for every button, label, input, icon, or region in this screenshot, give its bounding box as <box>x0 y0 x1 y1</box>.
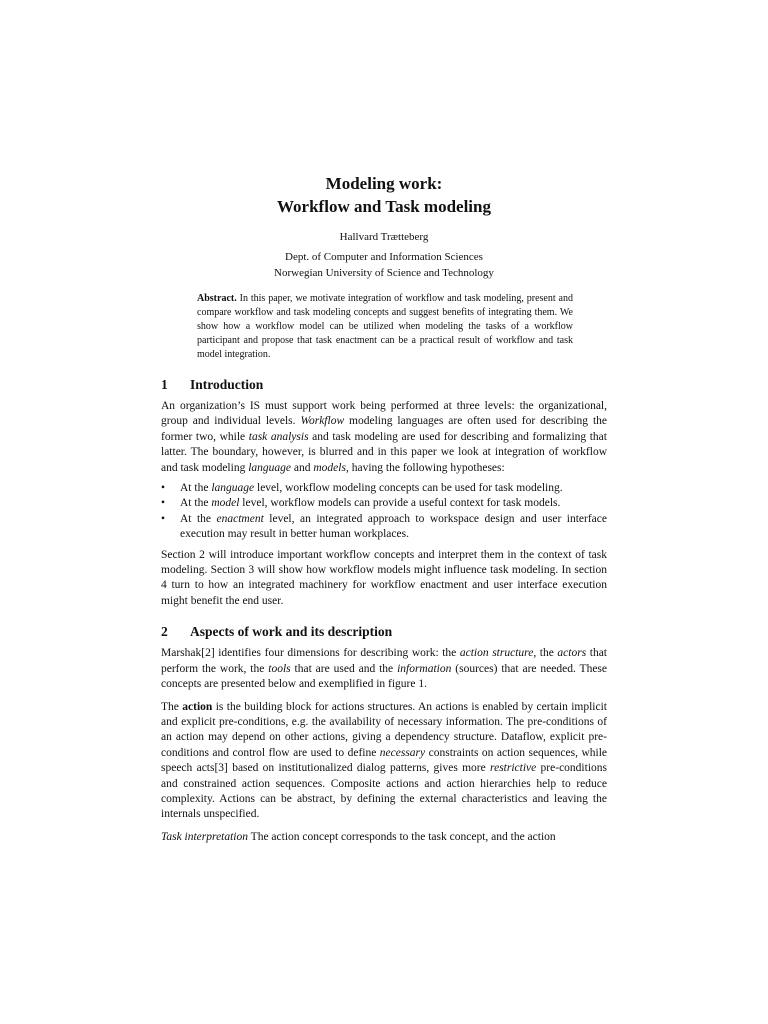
aspects-paragraph-2 <box>161 700 607 823</box>
emphasis: tools <box>268 662 291 675</box>
list-item <box>161 481 607 496</box>
bullet-marker: • <box>161 512 166 525</box>
abstract-text: In this paper, we motivate integration of workflow and task modeling, present and compare workflow and task modeling concepts and suggest benefits of integrating them. We show how a workflow model can be utilized when modeling the tasks of a workflow participant and propose that task enactment can be a practical result of workflow and task model integration. <box>197 293 573 360</box>
emphasis: information <box>397 662 452 675</box>
emphasis: restrictive <box>490 762 537 775</box>
section-2-number: 2 <box>161 624 168 640</box>
affiliation-line-2: Norwegian University of Science and Technology <box>274 267 494 279</box>
run-in-heading: Task interpretation <box>161 830 249 843</box>
list-item <box>161 496 607 511</box>
emphasis: enactment <box>216 512 264 525</box>
text-run: level, workflow modeling concepts can be used for task modeling. <box>254 482 563 495</box>
text-run: level, an integrated approach to workspace design and user interface execution may result in better human workplaces. <box>180 512 607 541</box>
text-run: The <box>161 700 183 713</box>
list-item <box>161 512 607 543</box>
author-affiliation <box>0 249 768 281</box>
text-run: and task modeling are used for describing and formalizing that latter. The boundary, however, is blurred and in this paper we look at integration of workflow and task modeling <box>161 430 607 474</box>
text-run: pre-conditions and constrained action sequences. Composite actions and action hierarchies help to reduce complexity. Actions can be abstract, by defining the external characteristics and leaving the internals unspecified. <box>161 762 607 821</box>
text-run: (sources) that are needed. These concepts are presented below and exemplified in figure 1. <box>161 662 607 691</box>
text-run: At the <box>180 512 217 525</box>
text-run: An organization’s IS must support work being performed at three levels: the organizational, group and individual levels. <box>161 400 607 428</box>
affiliation-line-1: Dept. of Computer and Information Sciences <box>285 251 483 263</box>
text-run: The action concept corresponds to the task concept, and the action <box>248 830 556 843</box>
aspects-paragraph-3 <box>161 830 607 845</box>
abstract <box>197 292 573 362</box>
section-2-title: Aspects of work and its description <box>190 624 393 640</box>
intro-paragraph-1 <box>161 399 607 476</box>
emphasis: actors <box>557 647 587 660</box>
section-1-title: Introduction <box>190 377 264 392</box>
text-run: that perform the work, the <box>161 647 608 675</box>
title-line-1: Modeling work: <box>325 174 443 193</box>
emphasis: Workflow <box>300 415 345 428</box>
emphasis: language <box>248 461 292 474</box>
abstract-label: Abstract. <box>197 293 237 304</box>
text-run: , having the following hypotheses: <box>345 461 505 474</box>
text-run: constraints on action sequences, while speech acts[3] based on institutionalized dialog patterns, gives more <box>161 746 607 775</box>
intro-paragraph-2: Section 2 will introduce important workflow concepts and interpret them in the context of task modeling. Section 3 will show how workflow models might influence task modeling. In section 4 turn to how an integrated machinery for workflow enactment and user interface execution might benefit the end user. <box>161 548 607 607</box>
text-run: Marshak[2] identifies four dimensions for describing work: the <box>161 647 460 660</box>
text-run: , the <box>533 647 558 660</box>
emphasis: model <box>211 497 240 510</box>
section-1-heading <box>161 376 607 394</box>
hypotheses-list <box>161 481 607 543</box>
section-2-heading <box>161 623 607 641</box>
paper-body <box>161 376 607 845</box>
aspects-paragraph-1 <box>161 646 607 692</box>
paper-title <box>0 172 768 218</box>
bullet-marker: • <box>161 482 166 495</box>
text-run: is the building block for actions structures. An actions is enabled by certain implicit and explicit pre-conditions, e.g. the availability of necessary information. The pre-conditions of an action may depend on other actions, giving a dependency structure. Dataflow, explicit pre-conditions and control flow are used to define <box>161 700 607 759</box>
text-run: and <box>291 461 314 474</box>
text-run: level, workflow models can provide a useful context for task models. <box>239 497 561 510</box>
emphasis: language <box>211 482 255 495</box>
title-line-2: Workflow and Task modeling <box>277 197 491 216</box>
emphasis: action structure <box>459 647 534 660</box>
section-1-number: 1 <box>161 377 168 392</box>
text-run: At the <box>180 497 212 510</box>
paper-header <box>0 172 768 281</box>
emphasis: necessary <box>379 746 426 759</box>
emphasis: models <box>313 461 346 474</box>
bullet-marker: • <box>161 497 166 510</box>
text-run: modeling languages are often used for describing the former two, while <box>161 415 607 443</box>
author-name: Hallvard Trætteberg <box>339 231 429 243</box>
emphasis: task analysis <box>248 430 309 443</box>
strong-term: action <box>182 700 213 713</box>
text-run: that are used and the <box>290 662 398 675</box>
text-run: At the <box>180 482 212 495</box>
